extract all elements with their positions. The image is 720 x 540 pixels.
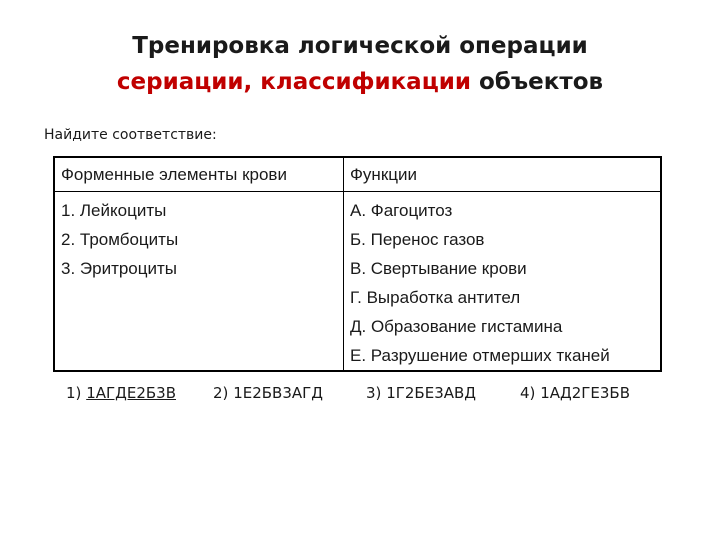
header-functions: Функции xyxy=(344,157,662,192)
matching-table xyxy=(53,156,662,372)
table-header-row xyxy=(54,157,661,192)
title-line-1: Тренировка логической операции xyxy=(132,33,588,59)
table-body-row xyxy=(54,192,661,372)
blood-element-item: 2. Тромбоциты xyxy=(61,230,179,249)
answer-option-3[interactable] xyxy=(366,384,476,402)
slide-title xyxy=(60,28,660,100)
answer-number: 1) xyxy=(66,384,82,402)
answer-option-1[interactable] xyxy=(66,384,176,402)
header-blood-elements: Форменные элементы крови xyxy=(54,157,344,192)
blood-elements-cell xyxy=(54,192,344,372)
title-rest-text: объектов xyxy=(471,69,604,95)
answer-options xyxy=(0,384,720,410)
answer-number: 4) xyxy=(520,384,536,402)
blood-element-item: 1. Лейкоциты xyxy=(61,201,167,220)
function-item: Б. Перенос газов xyxy=(350,230,485,249)
function-item: А. Фагоцитоз xyxy=(350,201,453,220)
answer-number: 3) xyxy=(366,384,382,402)
title-line-2 xyxy=(60,64,660,100)
function-item: Г. Выработка антител xyxy=(350,288,521,307)
title-accent-text: сериации, классификации xyxy=(116,69,471,95)
blood-element-item: 3. Эритроциты xyxy=(61,259,178,278)
answer-option-2[interactable] xyxy=(213,384,323,402)
answer-code: 1АД2ГЕ3БВ xyxy=(540,384,631,402)
function-item: В. Свертывание крови xyxy=(350,259,527,278)
functions-cell xyxy=(344,192,662,372)
answer-code: 1АГДЕ2Б3В xyxy=(86,384,177,402)
function-item: Д. Образование гистамина xyxy=(350,317,563,336)
answer-code: 1Г2БЕ3АВД xyxy=(386,384,477,402)
answer-code: 1Е2БВ3АГД xyxy=(233,384,324,402)
answer-number: 2) xyxy=(213,384,229,402)
function-item: Е. Разрушение отмерших тканей xyxy=(350,346,610,365)
answer-option-4[interactable] xyxy=(520,384,630,402)
instruction-text: Найдите соответствие: xyxy=(44,127,217,143)
